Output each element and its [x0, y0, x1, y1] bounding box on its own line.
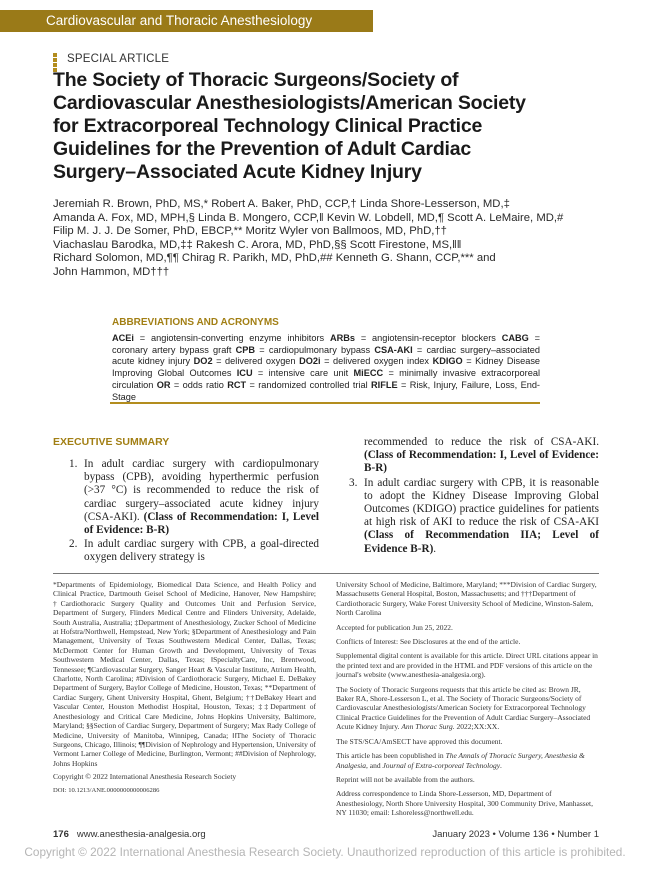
accepted-date: Accepted for publication Jun 25, 2022. [336, 622, 453, 632]
supplemental-note: Supplemental digital content is available for this article. Direct URL citations appear in the printed text and are provided in the HTML and PDF versions of this article on the journal's website (www.anesthesia-analgesia.org). [336, 651, 598, 680]
page-footer [53, 829, 599, 840]
article-type-text: SPECIAL ARTICLE [67, 53, 170, 65]
abbreviations-heading: ABBREVIATIONS AND ACRONYMS [112, 317, 279, 328]
recommendation-class: (Class of Recommendation: I, Level of Evidence: B-R) [364, 449, 599, 475]
recommendation-class: (Class of Recommendation IIA; Level of Evidence B-R) [364, 529, 599, 555]
abbreviation-term: DO2 [193, 356, 213, 367]
abbreviation-term: RIFLE [371, 379, 398, 390]
item-number: 2. [69, 538, 78, 551]
abbreviation-entry [227, 380, 367, 390]
affiliations-continued: University School of Medicine, Baltimore, Maryland; ***Division of Cardiac Surgery, Massachusetts General Hospital, Boston, Massachusetts; and †††Department of Cardiothoracic Surgery, Wake Forest University School of Medicine, Winston-Salem, North Carolina [336, 580, 597, 618]
copyright-watermark: Copyright © 2022 International Anesthesia Research Society. Unauthorized reproduction of this article is prohibited. [24, 845, 626, 859]
reprints-note: Reprint will not be available from the authors. [336, 774, 475, 784]
item-number: 1. [69, 458, 78, 470]
citation-journal: Ann Thorac Surg. [401, 722, 455, 732]
article-notes [336, 580, 599, 823]
abbreviation-definition: = cardiopulmonary bypass [255, 344, 371, 355]
author-line: Filip M. J. J. De Somer, PhD, EBCP,** Moritz Wyler von Ballmoos, MD, PhD,†† [53, 225, 447, 237]
abbreviation-definition: = delivered oxygen index [320, 356, 430, 367]
article-type-label [53, 53, 169, 65]
copublication-note [336, 751, 599, 770]
copub-text: This article has been copublished in [336, 751, 446, 761]
abbreviation-entry [236, 345, 370, 355]
grid-square-icon [53, 53, 62, 62]
title-line: Surgery–Associated Acute Kidney Injury [53, 161, 422, 183]
executive-summary-heading: EXECUTIVE SUMMARY [53, 436, 170, 448]
affiliations-text: *Departments of Epidemiology, Biomedical Data Science, and Health Policy and Clinical Practice, Dartmouth Geisel School of Medicine, Hanover, New Hampshire; †Cardiothoracic Surgery Quality and Outcomes Unit and Perfusion Service, Department of Surgery, Flinders Medical Centre and Flinders University, Adelaide, South Australia, Australia; ‡Department of Anesthesiology, Zucker School of Medicine at Hofstra/Northwell, Hempstead, New York; §Department of Anesthesiology and Pain Management, University of Texas Southwestern Medical Center, Dallas, Texas; McDermott Center for Human Growth and Development, University of Texas Southwestern Medical Center, Dallas, Texas; ‖SpecialtyCare, Inc, Brentwood, Tennessee; ¶Cardiovascular Surgery, Sanger Heart & Vascular Institute, Atrium Health, Charlotte, North Carolina; #Division of Cardiothoracic Surgery, Michael E. DeBakey Department of Surgery, Baylor College of Medicine, Houston, Texas; **Department of Cardiac Surgery, Ghent University Hospital, Ghent, Belgium; ††DeBakey Heart and Vascular Center, Houston Methodist Hospital, Houston, Texas; ‡‡Department of Anesthesiology and Critical Care Medicine, Johns Hopkins University, Baltimore, Maryland; §§Section of Cardiac Surgery, Department of Surgery; Max Rady College of Medicine, University of Manitoba, Winnipeg, Canada; ‖‖The Society of Thoracic Surgeons, Chicago, Illinois; ¶¶Division of Nephrology and Hypertension, University of Vermont Larner College of Medicine, Burlington, Vermont; ##Division of Nephrology, Johns Hopkins [53, 580, 316, 768]
item-text: recommended to reduce the risk of CSA-AKI. [364, 436, 599, 448]
abbreviation-term: OR [156, 379, 171, 390]
item-number: 3. [349, 476, 358, 489]
title-line: for Extracorporeal Technology Clinical Practice [53, 115, 483, 137]
doi-line: DOI: 10.1213/ANE.0000000000006286 [53, 786, 160, 794]
abbreviation-term: CSA-AKI [374, 344, 413, 355]
abbreviation-term: ARBs [329, 332, 355, 343]
abbreviation-entry [330, 333, 496, 343]
abbreviation-entry [112, 333, 324, 343]
abbreviation-term: KDIGO [432, 356, 463, 367]
summary-item [53, 538, 319, 564]
approval-note: The STS/SCA/AmSECT have approved this document. [336, 736, 503, 746]
abbreviation-term: ACEi [112, 332, 134, 343]
item-text: In adult cardiac surgery with cardiopulmonary bypass (CPB), avoiding hyperthermic perfusion (>37 °C) is recommended to reduce the risk of cardiac surgery–associated acute kidney injury (CSA-AKI). [84, 458, 319, 523]
abbreviation-term: MiECC [353, 368, 384, 379]
journal-website: www.anesthesia-analgesia.org [76, 829, 206, 840]
title-line: The Society of Thoracic Surgeons/Society of [53, 69, 459, 91]
page-number: 176 [53, 829, 69, 840]
affiliations-footnote [53, 580, 316, 799]
summary-item-continued [333, 436, 599, 476]
citation-note [336, 685, 599, 732]
citation-volume: 2022;XX:XX. [454, 722, 500, 732]
author-line: Amanda A. Fox, MD, MPH,§ Linda B. Mongero, CCP,‖ Kevin W. Lobdell, MD,¶ Scott A. LeMaire, MD,# [53, 211, 564, 224]
issue-info: January 2023 • Volume 136 • Number 1 [432, 829, 599, 840]
abbreviation-definition: = angiotensin-receptor blockers [354, 332, 496, 343]
copub-and: , and [366, 760, 383, 770]
summary-item [53, 458, 319, 537]
abbreviation-definition: = angiotensin-converting enzyme inhibitors [133, 332, 325, 343]
abbreviation-entry [299, 356, 429, 366]
summary-right-column [333, 436, 599, 557]
abbreviation-definition: = Risk, Injury, Failure, Loss, End-Stage [112, 379, 540, 402]
abbreviation-definition: = Kidney Disease Improving Global Outcomes [112, 356, 541, 379]
article-title [53, 69, 613, 184]
abbreviations-box [112, 317, 540, 404]
abbreviation-definition: = minimally invasive extracorporeal circulation [112, 368, 540, 390]
abbreviation-entry [237, 368, 348, 378]
abbreviation-definition: = intensive care unit [252, 368, 349, 379]
item-text: In adult cardiac surgery with CPB, it is reasonable to adopt the Kidney Disease Improving Global Outcomes (KDIGO) practice guidelines for patients at high risk of AKI to reduce the risk of CSA-AKI [364, 476, 599, 529]
copub-journals: The Annals of Thoracic Surgery, Anesthesia & Analgesia [336, 751, 585, 770]
abbreviation-term: CPB [235, 344, 256, 355]
abbreviation-term: RCT [227, 379, 247, 390]
abbreviations-divider [110, 402, 540, 404]
abbreviation-definition: = randomized controlled trial [246, 379, 368, 390]
summary-left-column [53, 436, 319, 566]
conflicts-note: Conflicts of Interest: See Disclosures at the end of the article. [336, 637, 521, 647]
abbreviation-term: DO2i [299, 356, 321, 367]
author-line: Richard Solomon, MD,¶¶ Chirag R. Parikh, MD, PhD,## Kenneth G. Shann, CCP,*** and [53, 252, 496, 264]
footnote-divider [53, 573, 599, 574]
title-line: Cardiovascular Anesthesiologists/American Society [53, 92, 526, 114]
journal-section-banner: Cardiovascular and Thoracic Anesthesiology [0, 10, 373, 32]
abbreviations-list [112, 333, 540, 404]
author-line: John Hammon, MD††† [53, 265, 170, 278]
author-line: Viachaslau Barodka, MD,‡‡ Rakesh C. Arora, MD, PhD,§§ Scott Firestone, MS,‖‖ [53, 238, 462, 251]
author-list [53, 198, 613, 279]
abbreviation-entry [194, 356, 296, 366]
title-line: Guidelines for the Prevention of Adult Cardiac [53, 138, 472, 160]
author-line: Jeremiah R. Brown, PhD, MS,* Robert A. Baker, PhD, CCP,† Linda Shore-Lesserson, MD,‡ [53, 198, 510, 210]
abbreviation-term: ICU [236, 368, 253, 379]
copyright-line: Copyright © 2022 International Anesthesia Research Society [53, 772, 237, 782]
copub-journal: Journal of Extra-corporeal Technology [382, 760, 501, 770]
item-text: In adult cardiac surgery with CPB, a goal-directed oxygen delivery strategy is [84, 538, 319, 564]
abbreviation-definition: = coronary artery bypass graft [112, 332, 540, 355]
abbreviation-definition: = cardiac surgery–associated acute kidney injury [112, 344, 540, 367]
summary-item [333, 477, 599, 556]
abbreviation-definition: = odds ratio [170, 379, 224, 390]
copub-end: . [500, 760, 502, 770]
abbreviation-definition: = delivered oxygen [212, 356, 296, 367]
item-end: . [433, 542, 437, 555]
abbreviation-term: CABG [501, 332, 529, 343]
citation-text: The Society of Thoracic Surgeons requests that this article be cited as: Brown JR, Baker RA, Shore-Lesserson L, et al. The Society of Thoracic Surgeons/Society of Cardiovascular Anesthesiologists/American Society for Extracorporeal Technology Clinical Practice Guidelines for the Prevention of Adult Cardiac Surgery–Associated Acute Kidney Injury. [336, 684, 591, 732]
abbreviation-entry [157, 380, 224, 390]
recommendation-class: (Class of Recommendation: I, Level of Evidence: B-R) [84, 510, 320, 537]
correspondence-address: Address correspondence to Linda Shore-Lesserson, MD, Department of Anesthesiology, North Shore University Hospital, 300 Community Drive, Manhasset, NY 11030; email: Lshoreless@northwell.edu. [336, 789, 593, 818]
